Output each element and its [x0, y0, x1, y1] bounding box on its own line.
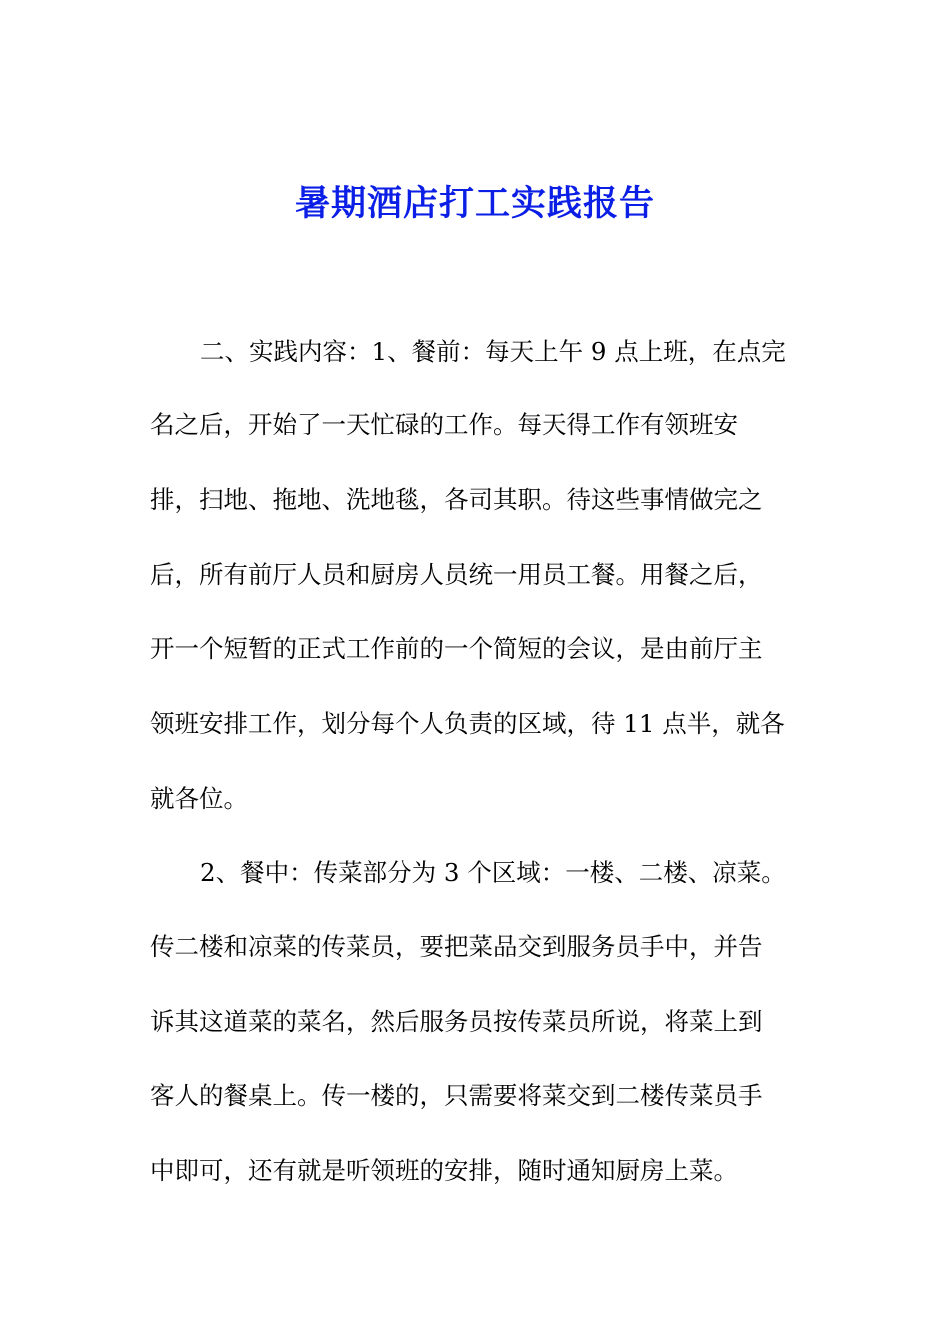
- body-line-9: 传二楼和凉菜的传菜员，要把菜品交到服务员手中，并告: [150, 932, 763, 961]
- body-line-5: 开一个短暂的正式工作前的一个简短的会议，是由前厅主: [150, 634, 763, 663]
- document-title: 暑期酒店打工实践报告: [294, 183, 655, 224]
- body-line-12: 中即可，还有就是听领班的安排，随时通知厨房上菜。: [150, 1156, 738, 1185]
- body-line-2: 名之后，开始了一天忙碌的工作。每天得工作有领班安: [150, 410, 738, 439]
- body-line-1: 二、实践内容：1、餐前：每天上午 9 点上班，在点完: [200, 337, 786, 366]
- body-line-10: 诉其这道菜的菜名，然后服务员按传菜员所说，将菜上到: [150, 1007, 763, 1036]
- body-line-4: 后，所有前厅人员和厨房人员统一用员工餐。用餐之后，: [150, 560, 763, 589]
- body-line-3: 排，扫地、拖地、洗地毯，各司其职。待这些事情做完之: [150, 485, 763, 514]
- body-line-7: 就各位。: [150, 784, 248, 813]
- body-line-8: 2、餐中：传菜部分为 3 个区域：一楼、二楼、凉菜。: [200, 858, 786, 887]
- body-line-11: 客人的餐桌上。传一楼的，只需要将菜交到二楼传菜员手: [150, 1081, 763, 1110]
- body-line-6: 领班安排工作，划分每个人负责的区域，待 11 点半，就各: [150, 709, 785, 738]
